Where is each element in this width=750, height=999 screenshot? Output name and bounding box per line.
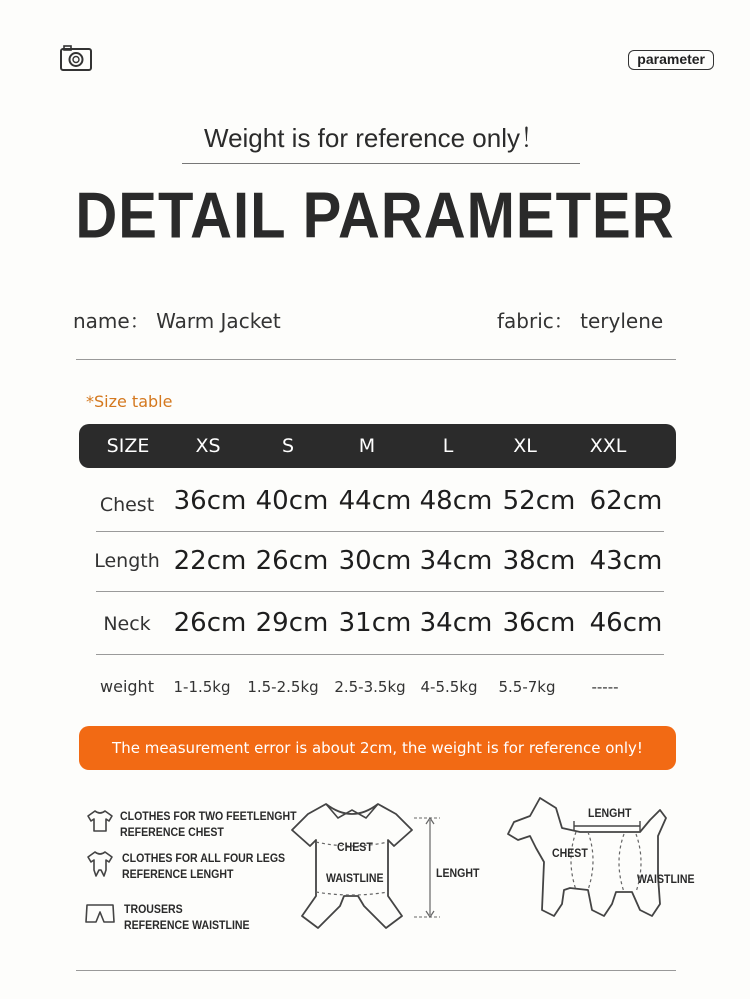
product-name: name： Warm Jacket <box>73 309 281 333</box>
dog-chest-label: CHEST <box>552 846 588 860</box>
divider <box>96 531 664 532</box>
legend-line: REFERENCE WAISTLINE <box>124 918 250 932</box>
row-label: weight <box>100 677 154 696</box>
table-cell: 36cm <box>173 486 247 516</box>
row-label: Neck <box>103 613 151 635</box>
trousers-icon <box>84 902 116 924</box>
column-header: XL <box>513 435 537 457</box>
subtitle: Weight is for reference only！ <box>204 123 546 153</box>
product-fabric: fabric： terylene <box>497 309 664 333</box>
garment-diagram-icon <box>288 798 448 933</box>
table-cell: 34cm <box>419 546 493 576</box>
table-cell: 31cm <box>338 608 412 638</box>
measurement-notice: The measurement error is about 2cm, the weight is for reference only! <box>79 726 676 770</box>
table-cell: 48cm <box>419 486 493 516</box>
legend-line: TROUSERS <box>124 902 183 916</box>
column-header: L <box>442 435 454 457</box>
row-label: Chest <box>99 494 155 516</box>
table-cell: 29cm <box>255 608 329 638</box>
camera-icon <box>60 45 92 71</box>
shirt-icon <box>86 809 114 833</box>
table-cell: 1.5-2.5kg <box>247 678 319 696</box>
table-cell: 22cm <box>173 546 247 576</box>
column-header: XS <box>195 435 221 457</box>
legend-line: REFERENCE CHEST <box>120 825 224 839</box>
parameter-badge: parameter <box>628 50 714 70</box>
divider <box>76 970 676 971</box>
chest-label: CHEST <box>337 840 373 854</box>
divider <box>96 654 664 655</box>
table-cell: 4-5.5kg <box>420 678 478 696</box>
table-cell: 26cm <box>173 608 247 638</box>
legend-line: CLOTHES FOR ALL FOUR LEGS <box>122 851 286 865</box>
table-cell: 34cm <box>419 608 493 638</box>
length-label: LENGHT <box>436 866 480 880</box>
divider <box>76 359 676 360</box>
table-cell: 52cm <box>502 486 576 516</box>
table-cell: 1-1.5kg <box>173 678 231 696</box>
table-cell: 26cm <box>255 546 329 576</box>
dog-length-label: LENGHT <box>588 806 632 820</box>
size-table-label: *Size table <box>86 392 173 411</box>
column-header: M <box>358 435 376 457</box>
table-cell: 30cm <box>338 546 412 576</box>
legend-line: REFERENCE LENGHT <box>122 867 234 881</box>
legend-line: CLOTHES FOR TWO FEETLENGHT <box>120 809 297 823</box>
table-cell: 40cm <box>255 486 329 516</box>
table-cell: ----- <box>591 678 619 696</box>
divider <box>96 591 664 592</box>
divider <box>182 163 580 164</box>
table-cell: 2.5-3.5kg <box>334 678 406 696</box>
table-cell: 43cm <box>589 546 663 576</box>
table-cell: 44cm <box>338 486 412 516</box>
column-header: S <box>281 435 295 457</box>
column-header: SIZE <box>106 435 150 457</box>
shirt-icon <box>86 850 114 878</box>
dog-waistline-label: WAISTLINE <box>637 872 695 886</box>
table-cell: 62cm <box>589 486 663 516</box>
table-cell: 36cm <box>502 608 576 638</box>
waistline-label: WAISTLINE <box>326 871 384 885</box>
column-header: XXL <box>589 435 627 457</box>
page-title: DETAIL PARAMETER <box>75 179 675 252</box>
table-cell: 46cm <box>589 608 663 638</box>
table-cell: 5.5-7kg <box>498 678 556 696</box>
row-label: Length <box>94 550 160 572</box>
table-cell: 38cm <box>502 546 576 576</box>
